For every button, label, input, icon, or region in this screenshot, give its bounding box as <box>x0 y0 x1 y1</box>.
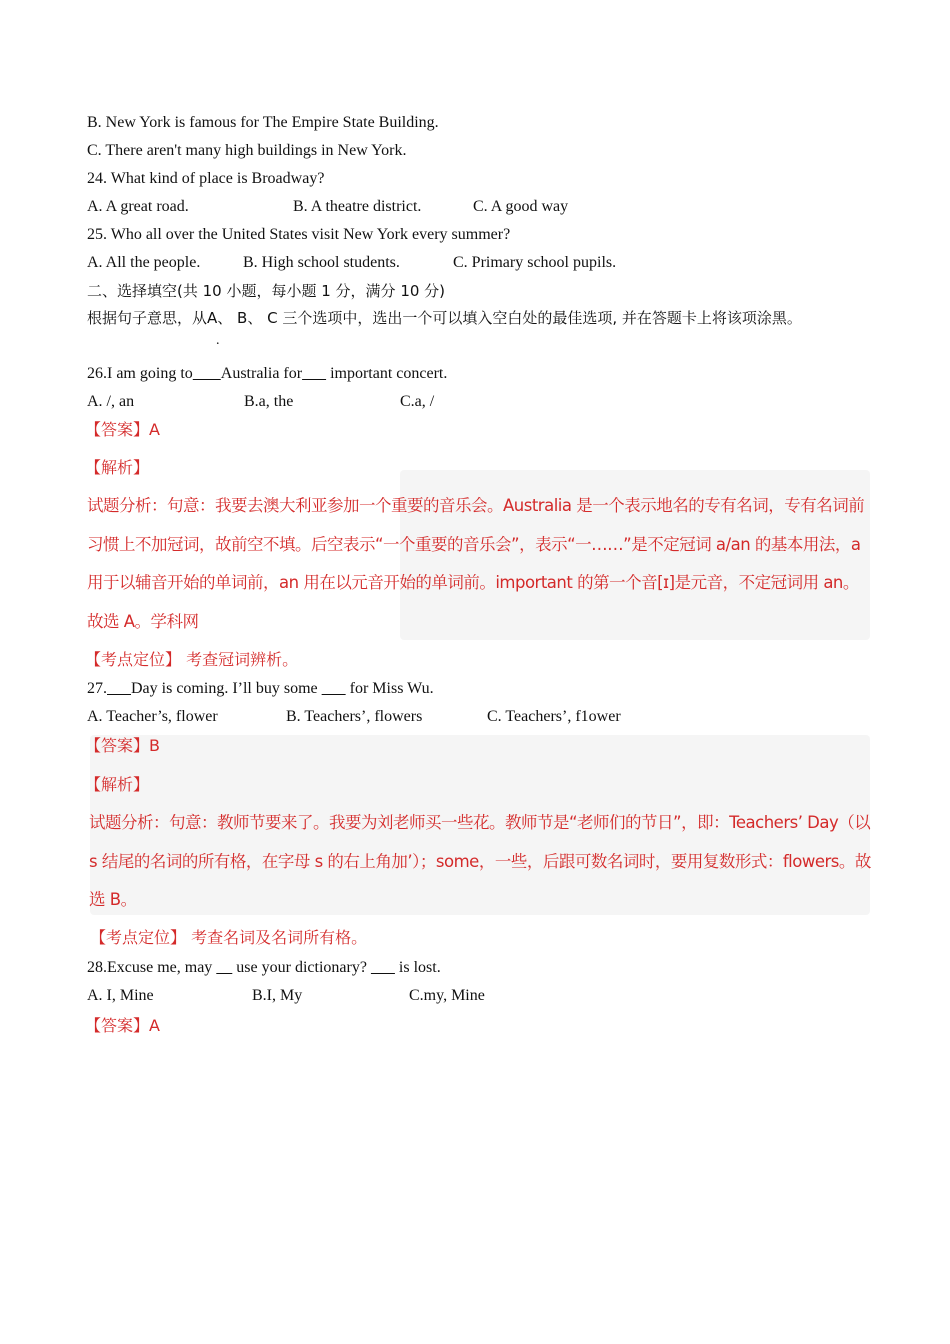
q26-question-part-3: important concert. <box>326 365 448 382</box>
q27-kaodian: 【考点定位】 考查名词及名词所有格。 <box>90 928 368 947</box>
q28-question-part-1: 28.Excuse me, may <box>87 959 217 976</box>
q28-option-a: A. I, Mine <box>87 987 154 1004</box>
blank <box>302 365 326 382</box>
q25-option-b: B. High school students. <box>243 254 400 271</box>
q25-option-a: A. All the people. <box>87 254 201 271</box>
blank <box>371 959 395 976</box>
q24-question: 24. What kind of place is Broadway? <box>87 170 325 187</box>
q27-option-a: A. Teacher’s, flower <box>87 708 218 725</box>
q26-option-a: A. /, an <box>87 393 135 410</box>
q27-option-c: C. Teachers’, f1ower <box>487 708 621 725</box>
q28-question <box>87 958 441 978</box>
q27-analysis: 试题分析：句意：教师节要来了。我要为刘老师买一些花。教师节是“老师们的节日”，即：Teachers’ Day（以 s 结尾的名词的所有格，在字母 s 的右上角加’）；some，一些，后跟可数名词时，要用复数形式：flowers。故选 B。 <box>89 813 871 910</box>
q28-question-part-3: is lost. <box>394 959 441 976</box>
q26-option-c: C.a, / <box>400 393 435 410</box>
q26-option-b: B.a, the <box>244 393 294 410</box>
q23-option-c: C. There aren't many high buildings in New York. <box>87 142 407 159</box>
blank <box>107 680 131 697</box>
q27-analysis-header: 【解析】 <box>85 775 150 794</box>
q26-kaodian: 【考点定位】 考查冠词辨析。 <box>85 650 299 669</box>
q28-option-b: B.I, My <box>252 987 303 1004</box>
q27-option-b: B. Teachers’, flowers <box>286 708 423 725</box>
q28-answer: 【答案】A <box>85 1016 160 1035</box>
q26-question-part-1: 26.I am going to <box>87 365 193 382</box>
q24-option-a: A. A great road. <box>87 198 189 215</box>
q26-analysis-header: 【解析】 <box>85 458 150 477</box>
q24-option-c: C. A good way <box>473 198 569 215</box>
blank <box>193 365 221 382</box>
q25-question: 25. Who all over the United States visit New York every summer? <box>87 226 511 243</box>
q23-option-b: B. New York is famous for The Empire State Building. <box>87 114 439 131</box>
q28-option-c: C.my, Mine <box>409 987 485 1004</box>
q27-answer: 【答案】B <box>85 736 160 755</box>
blank <box>216 959 232 976</box>
blank <box>322 680 346 697</box>
q27-question-part-3: for Miss Wu. <box>345 680 434 697</box>
q28-question-part-2: use your dictionary? <box>232 959 371 976</box>
q26-analysis: 试题分析：句意：我要去澳大利亚参加一个重要的音乐会。Australia 是一个表示地名的专有名词，专有名词前习惯上不加冠词，故前空不填。后空表示“一个重要的音乐会”，表示“一……”是不定冠词 a/an 的基本用法，a 用于以辅音开始的单词前，an 用在以元音开始的单词前。important 的第一个音[ɪ]是元音，不定冠词用 an。故选 A。学科网 <box>87 496 865 631</box>
q27-question <box>87 679 434 699</box>
stray-dot: . <box>216 333 220 348</box>
q27-question-part-2: Day is coming. I’ll buy some <box>131 680 322 697</box>
q26-answer: 【答案】A <box>85 420 160 439</box>
q26-question <box>87 364 447 384</box>
q27-question-part-1: 27. <box>87 680 107 697</box>
q25-option-c: C. Primary school pupils. <box>453 254 617 271</box>
q26-question-part-2: Australia for <box>220 365 303 382</box>
section-title: 二、选择填空(共 10 小题，每小题 1 分，满分 10 分) <box>87 282 446 300</box>
section-instruction: 根据句子意思，从A、 B、 C 三个选项中，选出一个可以填入空白处的最佳选项, 并在答题卡上将该项涂黑。 <box>87 309 802 327</box>
q24-option-b: B. A theatre district. <box>293 198 422 215</box>
